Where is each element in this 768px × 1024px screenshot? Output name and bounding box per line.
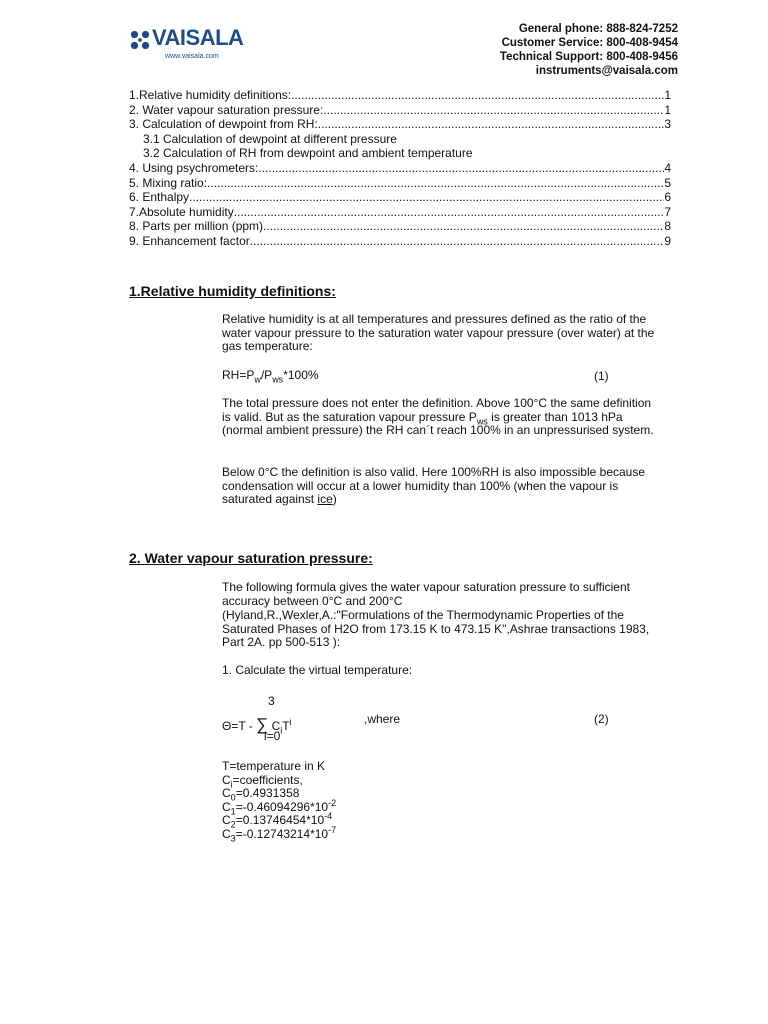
coefficient-definitions — [222, 760, 662, 842]
definition-line: $C_i=coefficients$, — [222, 772, 303, 789]
definition-line: $C_2=0.13746454*10^{-4}$ — [222, 811, 333, 830]
section2-step: 1. Calculate the virtual temperature: — [222, 663, 413, 677]
technical-support-phone: Technical Support: 800-408-9456 — [499, 51, 678, 63]
sum-upper-limit: 3 — [268, 694, 275, 708]
equation-number: (2) — [594, 712, 609, 726]
equation-where: ,where — [364, 712, 401, 726]
toc-entry[interactable]: 7.Absolute humidity ..... 7 — [129, 205, 671, 220]
section-heading-relative-humidity: 1.Relative humidity definitions: — [129, 283, 336, 299]
toc-entry[interactable]: 2. Water vapour saturation pressure: ..... 1 — [129, 103, 671, 118]
section1-paragraph: Relative humidity is at all temperatures and pressures defined as the ratio of the water vapour pressure to the saturation water vapour pressure (over water) at the gas temperature: — [222, 312, 655, 354]
section1-paragraph: Below 0°C the definition is also valid. Here 100%RH is also impossible because condensation will occur at a lower humidity than 100% (when the vapour is saturated against ice) — [222, 465, 646, 507]
sum-lower-limit: i=0 — [264, 729, 281, 743]
section1-paragraph: The total pressure does not enter the definition. Above 100°C the same definition is valid. But as the saturation vapour pressure $P_{ws}$ is greater than 1013 hPa (normal ambient pressure) the RH can´t reach 100% in an unpressurised system. — [222, 396, 654, 438]
toc-entry[interactable]: 9. Enhancement factor ..... 9 — [129, 234, 671, 249]
definition-line: $C_3=-0.12743214*10^{-7}$ — [222, 824, 337, 844]
vaisala-logo-icon — [129, 29, 151, 51]
table-of-contents — [129, 88, 671, 249]
toc-entry[interactable]: 3. Calculation of dewpoint from RH: ..... 3 — [129, 117, 671, 132]
definition-line: $C_0=0.4931358$ — [222, 786, 300, 803]
customer-service-phone: Customer Service: 800-408-9454 — [501, 37, 678, 49]
toc-entry[interactable]: 1.Relative humidity definitions: ..... 1 — [129, 88, 671, 103]
definition-line: $C_1=-0.46094296*10^{-2}$ — [222, 797, 337, 817]
general-phone: General phone: 888-824-7252 — [518, 23, 678, 35]
definition-line: T=temperature in K — [222, 759, 326, 773]
contact-email[interactable]: instruments@vaisala.com — [535, 65, 678, 77]
section-heading-saturation-pressure: 2. Water vapour saturation pressure: — [129, 550, 373, 566]
toc-subentry[interactable]: 3.1 Calculation of dewpoint at different pressure — [143, 131, 397, 146]
section2-paragraph: The following formula gives the water vapour saturation pressure to sufficient accuracy between 0°C and 200°C — [222, 580, 630, 608]
equation-1: $RH=P_w/P_{ws}*100\%$ — [222, 368, 319, 385]
toc-entry[interactable]: 4. Using psychrometers: ..... 4 — [129, 161, 671, 176]
equation-number: (1) — [594, 369, 609, 383]
section2-citation: (Hyland,R.,Wexler,A.:"Formulations of the Thermodynamic Properties of the Saturated Phases of H2O from 173.15 K to 473.15 K",Ashrae transactions 1983, Part 2A. pp 500-513 ): — [222, 608, 650, 650]
toc-entry[interactable]: 8. Parts per million (ppm) ..... 8 — [129, 219, 671, 234]
contact-block — [500, 22, 678, 78]
equation-2: Θ=T - ∑ $C_iT^i$ — [222, 715, 292, 736]
logo-text: VAISALA — [152, 25, 244, 50]
logo-url[interactable]: www.vaisala.com — [165, 53, 219, 60]
toc-entry[interactable]: 6. Enthalpy ..... 6 — [129, 190, 671, 205]
toc-entry[interactable]: 5. Mixing ratio: ..... 5 — [129, 176, 671, 191]
toc-subentry[interactable]: 3.2 Calculation of RH from dewpoint and ambient temperature — [143, 146, 473, 161]
